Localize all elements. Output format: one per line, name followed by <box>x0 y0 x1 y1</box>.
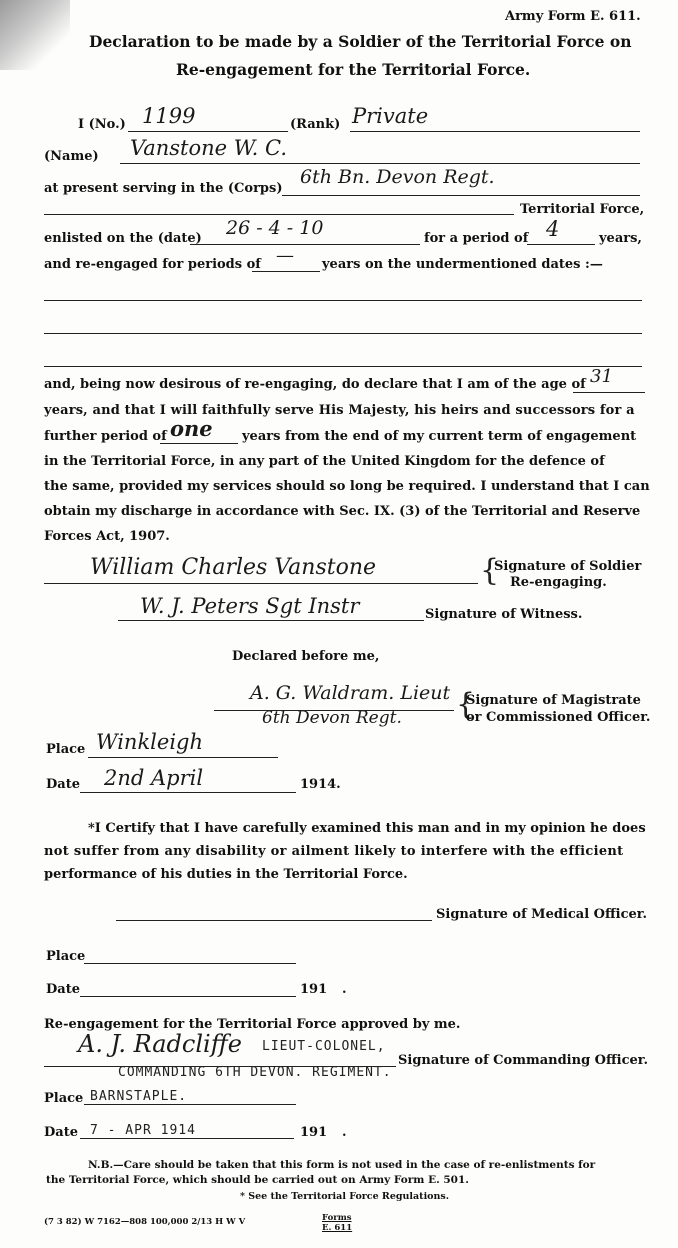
forms-ref-1: Forms <box>322 1213 352 1223</box>
date-label: Date <box>46 777 80 792</box>
place-line <box>88 757 278 758</box>
soldier-signature: William Charles Vanstone <box>90 555 377 580</box>
body-line-7: Forces Act, 1907. <box>44 529 170 544</box>
print-code: (7 3 82) W 7162—808 100,000 2/13 H W V <box>44 1217 246 1227</box>
territorial-force-label: Territorial Force, <box>520 202 645 217</box>
age-value: 31 <box>590 366 613 387</box>
co-place-label: Place <box>44 1091 84 1106</box>
medical-year: 191 <box>300 982 328 997</box>
period-line <box>527 244 595 245</box>
date-year: 1914. <box>300 777 341 792</box>
torn-corner-shade <box>0 0 70 70</box>
soldier-signature-line <box>44 583 478 584</box>
see-regulations-note: * See the Territorial Force Regulations. <box>240 1191 450 1202</box>
reengaged-suffix: years on the undermentioned dates :— <box>322 257 603 272</box>
medical-year-dot: . <box>342 982 347 997</box>
further-period-line <box>160 443 238 444</box>
date-line <box>80 792 296 793</box>
body-line-5: the same, provided my services should so long be required. I understand that I can <box>44 479 650 494</box>
witness-label: Signature of Witness. <box>425 607 583 622</box>
name-value: Vanstone W. C. <box>130 136 288 160</box>
co-stamp-rank: LIEUT-COLONEL, <box>262 1039 386 1054</box>
corps-value: 6th Bn. Devon Regt. <box>300 166 495 188</box>
form-title-line1: Declaration to be made by a Soldier of the Territorial Force on <box>89 32 632 51</box>
officer-unit: 6th Devon Regt. <box>262 708 402 728</box>
body-line-2: years, and that I will faithfully serve His Majesty, his heirs and successors for a <box>44 403 635 418</box>
witness-signature-line <box>118 620 424 621</box>
officer-label-2: or Commissioned Officer. <box>466 710 651 725</box>
body-line-1: and, being now desirous of re-engaging, do declare that I am of the age of <box>44 377 586 392</box>
officer-label-1: Signature of Magistrate <box>466 693 641 708</box>
co-signature-label: Signature of Commanding Officer. <box>398 1053 648 1068</box>
age-line <box>573 392 645 393</box>
form-title-line2: Re-engagement for the Territorial Force. <box>176 60 531 79</box>
medical-date-line <box>80 996 296 997</box>
corps-line <box>282 195 640 196</box>
rank-label: (Rank) <box>290 117 341 132</box>
co-year-dot: . <box>342 1125 347 1140</box>
no-line <box>128 131 288 132</box>
officer-brace: { <box>456 687 476 722</box>
officer-signature-line <box>214 710 454 711</box>
dates-line-3 <box>44 366 642 367</box>
co-year: 191 <box>300 1125 328 1140</box>
corps-line-2 <box>44 214 514 215</box>
officer-signature: A. G. Waldram. Lieut <box>250 682 451 704</box>
nb-line-1: N.B.—Care should be taken that this form is not used in the case of re-enlistments for <box>88 1159 596 1171</box>
co-signature: A. J. Radcliffe <box>78 1030 242 1058</box>
forms-ref-2: E. 611 <box>322 1223 353 1233</box>
dates-line-2 <box>44 333 642 334</box>
dates-line-1 <box>44 300 642 301</box>
body-line-6: obtain my discharge in accordance with Sec. IX. (3) of the Territorial and Reserve <box>44 504 641 519</box>
period-value: 4 <box>546 217 560 241</box>
body-line-3b: years from the end of my current term of engagement <box>242 429 637 444</box>
years-label: years, <box>599 231 642 246</box>
body-line-3a: further period of <box>44 429 167 444</box>
rank-value: Private <box>352 104 429 128</box>
nb-line-2: the Territorial Force, which should be carried out on Army Form E. 501. <box>46 1174 469 1186</box>
body-line-4: in the Territorial Force, in any part of the United Kingdom for the defence of <box>44 454 605 469</box>
certify-line-2: not suffer from any disability or ailment likely to interfere with the efficient <box>44 844 624 859</box>
enlisted-label: enlisted on the (date) <box>44 231 202 246</box>
co-date-label: Date <box>44 1125 78 1140</box>
corps-label: at present serving in the (Corps) <box>44 181 283 196</box>
medical-date-label: Date <box>46 982 80 997</box>
medical-signature-label: Signature of Medical Officer. <box>436 907 647 922</box>
co-date-value: 7 - APR 1914 <box>90 1123 196 1138</box>
co-place-line <box>84 1104 296 1105</box>
certify-line-1: *I Certify that I have carefully examined this man and in my opinion he does <box>88 821 646 836</box>
soldier-brace: { <box>480 553 500 588</box>
enlisted-line <box>190 244 420 245</box>
period-label: for a period of <box>424 231 529 246</box>
soldier-reengaging-label: Re-engaging. <box>510 575 607 590</box>
reengaged-label: and re-engaged for periods of <box>44 257 261 272</box>
reengaged-value: — <box>276 245 294 266</box>
co-stamp-unit: COMMANDING 6TH DEVON. REGIMENT. <box>118 1065 392 1080</box>
form-number: Army Form E. 611. <box>505 9 641 24</box>
co-signature-line <box>44 1066 396 1067</box>
certify-line-3: performance of his duties in the Territorial Force. <box>44 867 408 882</box>
soldier-signature-label: Signature of Soldier <box>494 559 642 574</box>
co-date-line <box>80 1138 294 1139</box>
rank-line <box>350 131 640 132</box>
medical-place-line <box>84 963 296 964</box>
place-value: Winkleigh <box>96 730 204 754</box>
no-label: I (No.) <box>78 117 126 132</box>
no-value: 1199 <box>142 104 196 128</box>
medical-place-label: Place <box>46 949 86 964</box>
declared-before-label: Declared before me, <box>232 649 380 664</box>
witness-signature: W. J. Peters Sgt Instr <box>140 594 360 618</box>
approved-text: Re-engagement for the Territorial Force approved by me. <box>44 1017 461 1032</box>
date-value: 2nd April <box>104 766 204 790</box>
co-place-value: BARNSTAPLE. <box>90 1089 188 1104</box>
name-line <box>120 163 640 164</box>
name-label: (Name) <box>44 149 99 164</box>
enlisted-date: 26 - 4 - 10 <box>226 217 324 239</box>
medical-signature-line <box>116 920 432 921</box>
further-period-value: one <box>170 416 213 441</box>
reengaged-line <box>252 271 320 272</box>
place-label: Place <box>46 742 86 757</box>
